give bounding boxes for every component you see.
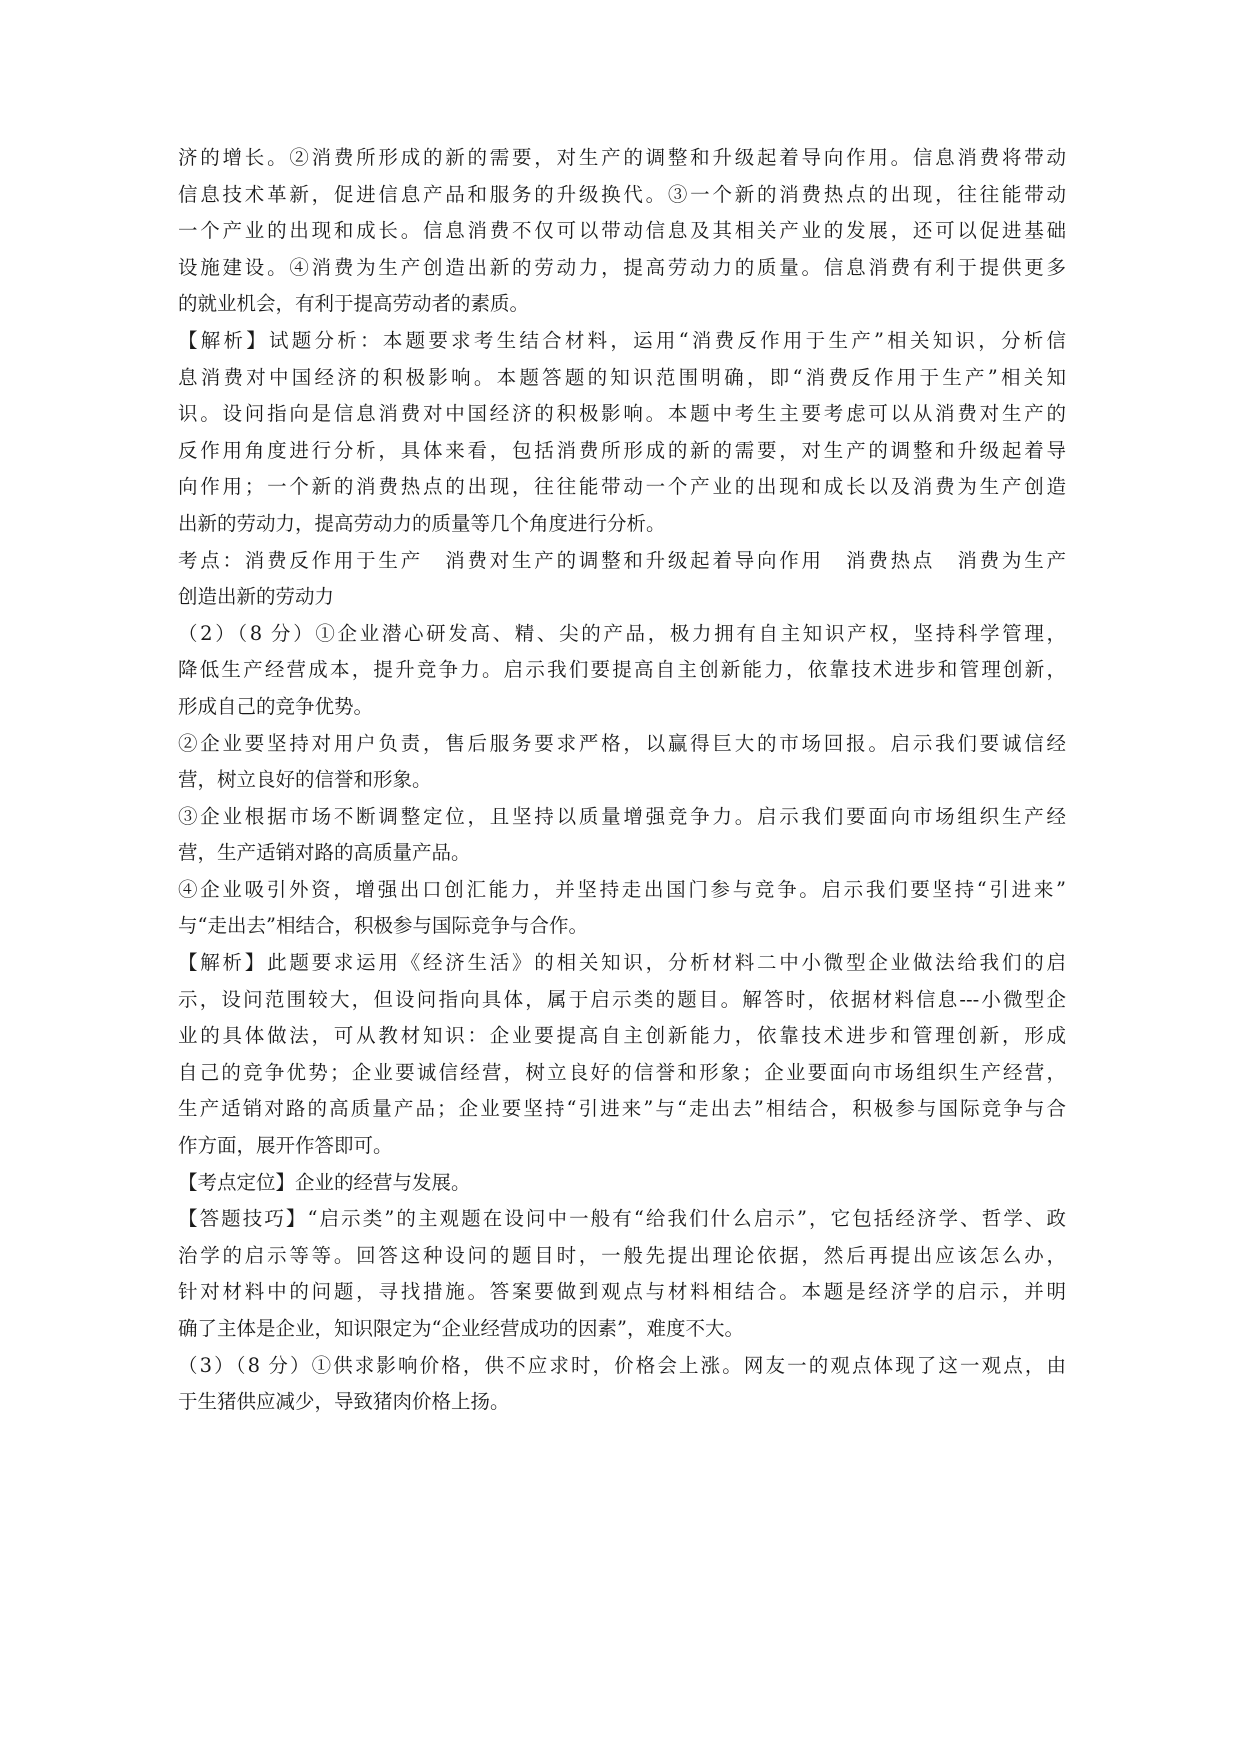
kaodian-line-2: 创造出新的劳动力 bbox=[178, 585, 335, 609]
q3-line-2: 于生猪供应减少，导致猪肉价格上扬。 bbox=[178, 1390, 510, 1414]
analysis-line-6: 出新的劳动力，提高劳动力的质量等几个角度进行分析。 bbox=[178, 511, 666, 535]
q2-point3-line-2: 营，生产适销对路的高质量产品。 bbox=[178, 841, 471, 865]
analysis-line-1: 【解析】试题分析：本题要求考生结合材料，运用“消费反作用于生产”相关知识，分析信 bbox=[178, 328, 1066, 352]
dati-jiqiao-line-1: 【答题技巧】“启示类”的主观题在设问中一般有“给我们什么启示”，它包括经济学、哲学、政 bbox=[178, 1207, 1066, 1231]
q2-analysis-line-4: 自己的竞争优势；企业要诚信经营，树立良好的信誉和形象；企业要面向市场组织生产经营， bbox=[178, 1060, 1066, 1084]
q2-point4-line-2: 与“走出去”相结合，积极参与国际竞争与合作。 bbox=[178, 914, 588, 938]
text-line-5: 的就业机会，有利于提高劳动者的素质。 bbox=[178, 292, 530, 316]
analysis-line-4: 反作用角度进行分析，具体来看，包括消费所形成的新的需要，对生产的调整和升级起着导 bbox=[178, 438, 1066, 462]
q2-analysis-line-6: 作方面，展开作答即可。 bbox=[178, 1134, 393, 1158]
analysis-line-3: 识。设问指向是信息消费对中国经济的积极影响。本题中考生主要考虑可以从消费对生产的 bbox=[178, 402, 1066, 426]
q2-point4-line-1: ④企业吸引外资，增强出口创汇能力，并坚持走出国门参与竞争。启示我们要坚持“引进来” bbox=[178, 877, 1066, 901]
analysis-line-5: 向作用；一个新的消费热点的出现，往往能带动一个产业的出现和成长以及消费为生产创造 bbox=[178, 475, 1066, 499]
text-line-1: 济的增长。②消费所形成的新的需要，对生产的调整和升级起着导向作用。信息消费将带动 bbox=[178, 146, 1066, 169]
text-line-2: 信息技术革新，促进信息产品和服务的升级换代。③一个新的消费热点的出现，往往能带动 bbox=[178, 182, 1066, 206]
q2-line-1: （2）（8 分）①企业潜心研发高、精、尖的产品，极力拥有自主知识产权，坚持科学管理， bbox=[178, 621, 1066, 645]
q2-point3-line-1: ③企业根据市场不断调整定位，且坚持以质量增强竞争力。启示我们要面向市场组织生产经 bbox=[178, 804, 1066, 828]
q2-point2-line-2: 营，树立良好的信誉和形象。 bbox=[178, 768, 432, 792]
text-line-4: 设施建设。④消费为生产创造出新的劳动力，提高劳动力的质量。信息消费有利于提供更多 bbox=[178, 255, 1066, 279]
q2-analysis-line-2: 示，设问范围较大，但设问指向具体，属于启示类的题目。解答时，依据材料信息---小微型企 bbox=[178, 987, 1066, 1011]
q3-line-1: （3）（8 分）①供求影响价格，供不应求时，价格会上涨。网友一的观点体现了这一观点，由 bbox=[178, 1353, 1066, 1377]
dati-jiqiao-line-3: 针对材料中的问题，寻找措施。答案要做到观点与材料相结合。本题是经济学的启示，并明 bbox=[178, 1280, 1066, 1304]
dati-jiqiao-line-2: 治学的启示等等。回答这种设问的题目时，一般先提出理论依据，然后再提出应该怎么办， bbox=[178, 1243, 1066, 1267]
dati-jiqiao-line-4: 确了主体是企业，知识限定为“企业经营成功的因素”，难度不大。 bbox=[178, 1317, 744, 1340]
q2-analysis-line-5: 生产适销对路的高质量产品；企业要坚持“引进来”与“走出去”相结合，积极参与国际竞争与合 bbox=[178, 1097, 1066, 1121]
q2-line-2: 降低生产经营成本，提升竞争力。启示我们要提高自主创新能力，依靠技术进步和管理创新， bbox=[178, 658, 1066, 682]
q2-point2-line-1: ②企业要坚持对用户负责，售后服务要求严格，以赢得巨大的市场回报。启示我们要诚信经 bbox=[178, 731, 1066, 755]
kaodian-line-1: 考点：消费反作用于生产 消费对生产的调整和升级起着导向作用 消费热点 消费为生产 bbox=[178, 548, 1066, 572]
q2-line-3: 形成自己的竞争优势。 bbox=[178, 694, 374, 718]
kaodian-dingwei-line: 【考点定位】企业的经营与发展。 bbox=[178, 1170, 471, 1194]
q2-analysis-line-3: 业的具体做法，可从教材知识：企业要提高自主创新能力，依靠技术进步和管理创新，形成 bbox=[178, 1024, 1066, 1048]
document-page bbox=[178, 140, 1066, 1421]
q2-analysis-line-1: 【解析】此题要求运用《经济生活》的相关知识，分析材料二中小微型企业做法给我们的启 bbox=[178, 951, 1066, 975]
analysis-line-2: 息消费对中国经济的积极影响。本题答题的知识范围明确，即“消费反作用于生产”相关知 bbox=[178, 365, 1066, 389]
text-line-3: 一个产业的出现和成长。信息消费不仅可以带动信息及其相关产业的发展，还可以促进基础 bbox=[178, 219, 1066, 243]
